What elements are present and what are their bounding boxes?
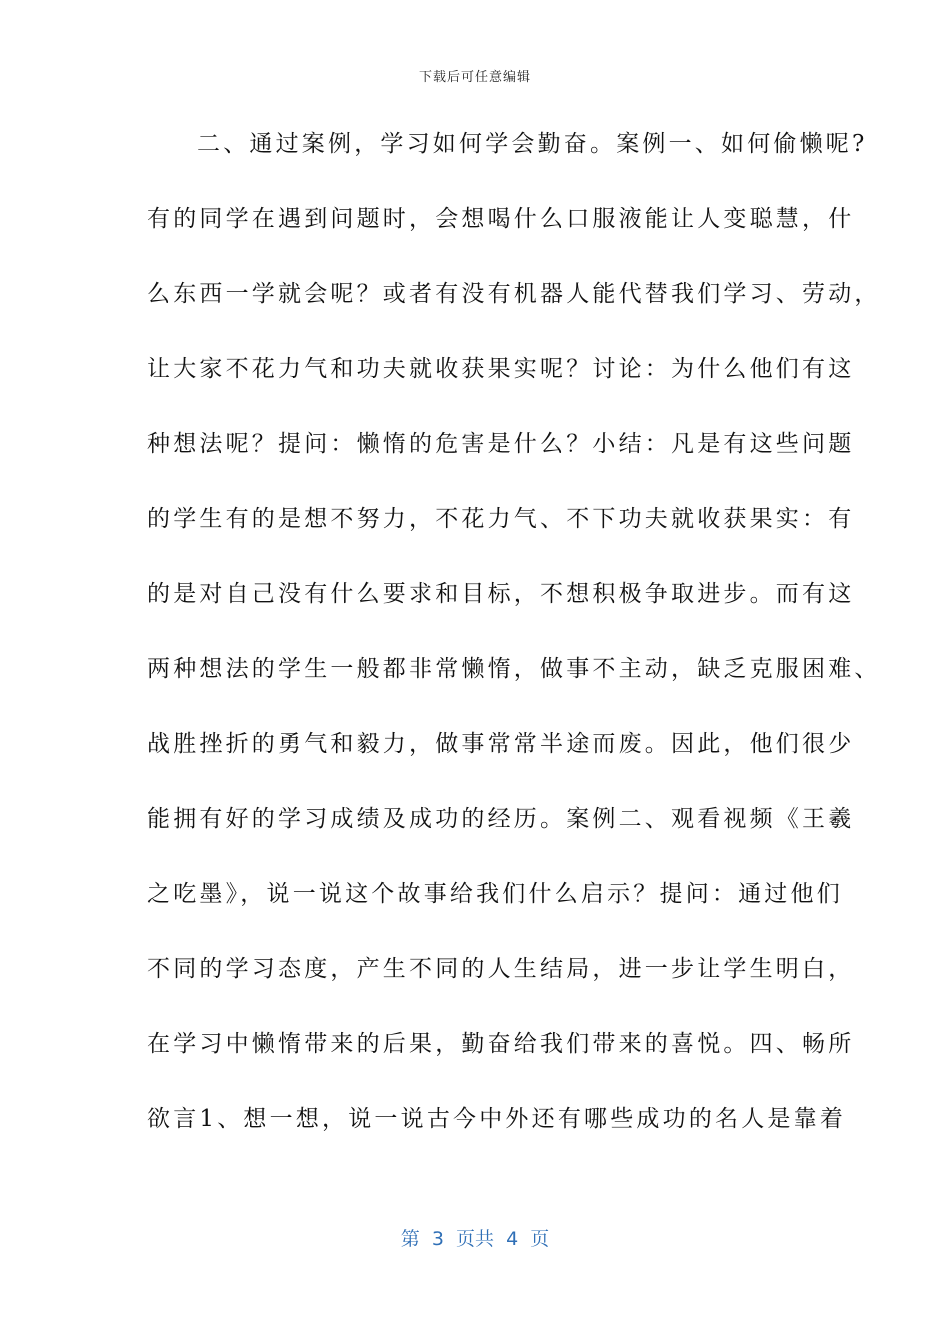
body-line: 二、通过案例，学习如何学会勤奋。案例一、如何偷懒呢? [197,131,868,157]
body-line: 欲言1、想一想，说一说古今中外还有哪些成功的名人是靠着 [147,1106,847,1132]
body-line: 能拥有好的学习成绩及成功的经历。案例二、观看视频《王羲 [147,806,855,832]
body-line: 在学习中懒惰带来的后果，勤奋给我们带来的喜悦。四、畅所 [147,1031,855,1057]
body-line: 之吃墨》，说一说这个故事给我们什么启示？提问：通过他们 [147,881,843,907]
body-line: 有的同学在遇到问题时，会想喝什么口服液能让人变聪慧，什 [147,206,855,232]
body-line: 战胜挫折的勇气和毅力，做事常常半途而废。因此，他们很少 [147,731,855,757]
page-number-footer: 第 3 页共 4 页 [400,1228,550,1250]
body-line: 两种想法的学生一般都非常懒惰，做事不主动，缺乏克服困难、 [147,656,881,682]
document-body [147,120,881,1170]
body-line: 让大家不花力气和功夫就收获果实呢？讨论：为什么他们有这 [147,356,855,382]
body-line: 种想法呢？提问：懒惰的危害是什么？小结：凡是有这些问题 [147,431,855,457]
page-header-note: 下载后可任意编辑 [418,70,531,85]
body-line: 不同的学习态度，产生不同的人生结局，进一步让学生明白， [147,956,855,982]
body-line: 的是对自己没有什么要求和目标，不想积极争取进步。而有这 [147,581,855,607]
body-line: 么东西一学就会呢？或者有没有机器人能代替我们学习、劳动， [147,281,881,307]
body-line: 的学生有的是想不努力，不花力气、不下功夫就收获果实：有 [147,506,855,532]
